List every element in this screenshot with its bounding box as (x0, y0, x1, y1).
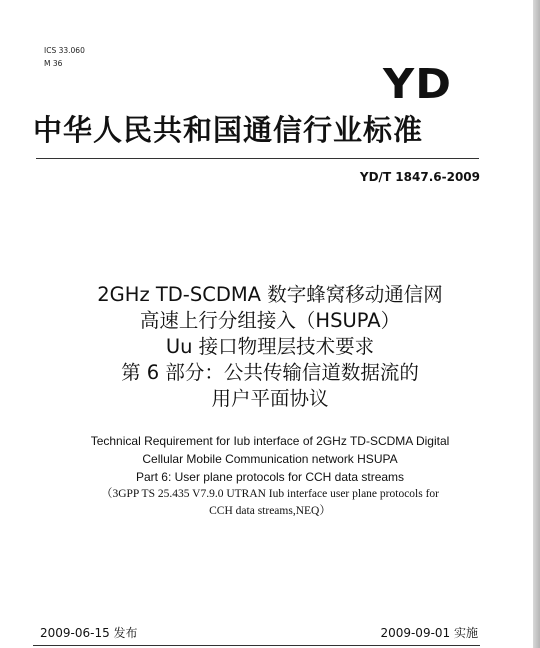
title-en-line-2: Cellular Mobile Communication network HSUPA (142, 452, 398, 466)
title-en-line-3: Part 6: User plane protocols for CCH data streams (135, 470, 405, 484)
issue-date: 2009-06-15 发布 (40, 626, 138, 640)
class-code: M 36 (44, 59, 63, 68)
title-zh-line-3: Uu 接口物理层技术要求 (165, 335, 375, 358)
chinese-title-block (0, 282, 540, 412)
title-zh-line-1: 2GHz TD-SCDMA 数字蜂窝移动通信网 (97, 283, 443, 306)
english-title-block (0, 432, 540, 520)
standard-org-title: 中华人民共和国通信行业标准 (33, 113, 424, 147)
yd-logo: YD (383, 60, 453, 108)
effective-date: 2009-09-01 实施 (380, 626, 478, 640)
title-zh-line-5: 用户平面协议 (211, 387, 329, 410)
footer-divider (33, 645, 480, 646)
title-zh-line-2: 高速上行分组接入（HSUPA） (139, 309, 401, 332)
title-en-line-1: Technical Requirement for Iub interface of 2GHz TD-SCDMA Digital (90, 434, 450, 448)
header-divider (36, 158, 479, 159)
standard-number: YD/T 1847.6-2009 (359, 170, 480, 184)
title-en-note-2: CCH data streams,NEQ） (209, 505, 331, 517)
title-en-note-1: （3GPP TS 25.435 V7.9.0 UTRAN Iub interface user plane protocols for (100, 488, 440, 500)
title-zh-line-4: 第 6 部分：公共传输信道数据流的 (121, 361, 419, 384)
ics-code: ICS 33.060 (44, 46, 85, 55)
classification-codes (44, 44, 85, 70)
